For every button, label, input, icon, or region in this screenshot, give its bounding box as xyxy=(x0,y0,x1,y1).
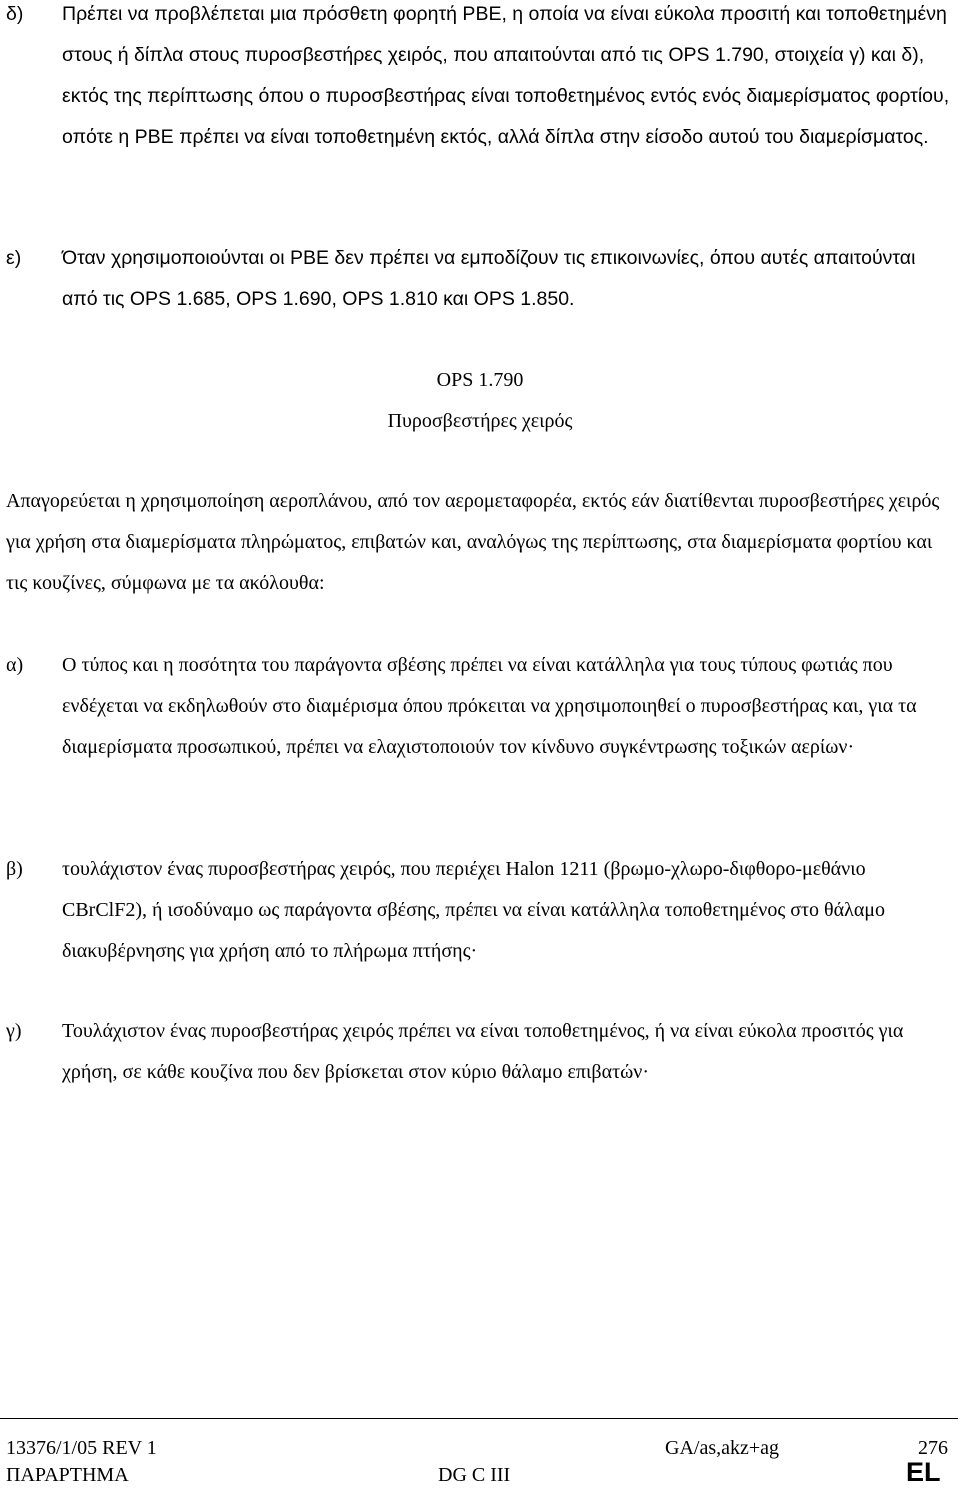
footer-divider xyxy=(0,1418,958,1419)
footer-doc-ref: 13376/1/05 REV 1 xyxy=(6,1437,157,1459)
list-marker: β) xyxy=(6,858,23,880)
list-marker: α) xyxy=(6,654,24,676)
list-item-text: Πρέπει να προβλέπεται μια πρόσθετη φορητή PBE, η οποία να είναι εύκολα προσιτή και τοποθετημένη στους ή δίπλα στους πυροσβεστήρες χειρός, που απαιτούνται από τις OPS 1.790, στοιχεία γ) και δ), εκτός της περίπτωσης όπου ο πυροσβεστήρας είναι τοποθετημένος εντός ενός διαμερίσματος φορτίου, οπότε η PBE πρέπει να είναι τοποθετημένη εκτός, αλλά δίπλα στην είσοδο αυτού του διαμερίσματος. xyxy=(62,3,950,148)
section-title: Πυροσβεστήρες χειρός xyxy=(387,410,573,432)
intro-paragraph: Απαγορεύεται η χρησιμοποίηση αεροπλάνου, από τον αερομεταφορέα, εκτός εάν διατίθενται πυροσβεστήρες χειρός για χρήση στα διαμερίσματα πληρώματος, επιβατών και, αναλόγως της περίπτωσης, στα διαμερίσματα φορτίου και τις κουζίνες, σύμφωνα με τα ακόλουθα: xyxy=(6,490,940,594)
list-item-text: Όταν χρησιμοποιούνται οι PBE δεν πρέπει να εμποδίζουν τις επικοινωνίες, όπου αυτές απαιτούνται από τις OPS 1.685, OPS 1.690, OPS 1.810 και OPS 1.850. xyxy=(62,247,916,310)
footer-language: EL xyxy=(906,1457,941,1487)
list-item-text: Ο τύπος και η ποσότητα του παράγοντα σβέσης πρέπει να είναι κατάλληλα για τους τύπους φωτιάς που ενδέχεται να εκδηλωθούν στο διαμέρισμα όπου πρόκειται να χρησιμοποιηθεί ο πυροσβεστήρας και, για τα διαμερίσματα προσωπικού, πρέπει να ελαχιστοποιούν τον κίνδυνο συγκέντρωσης τοξικών αερίων· xyxy=(62,654,917,758)
list-marker: δ) xyxy=(6,3,24,25)
footer-dg: DG C III xyxy=(438,1464,511,1486)
section-code: OPS 1.790 xyxy=(436,369,524,391)
list-marker: ε) xyxy=(6,247,22,269)
list-item-text: τουλάχιστον ένας πυροσβεστήρας χειρός, που περιέχει Halon 1211 (βρωμο-χλωρο-διφθορο-μεθάνιο CBrClF2), ή ισοδύναμο ως παράγοντα σβέσης, πρέπει να είναι κατάλληλα τοποθετημένος στο θάλαμο διακυβέρνησης για χρήση από το πλήρωμα πτήσης· xyxy=(62,858,886,962)
list-marker: γ) xyxy=(6,1020,22,1042)
footer-annex: ΠΑΡΑΡΤΗΜΑ xyxy=(6,1464,129,1486)
list-item-text: Τουλάχιστον ένας πυροσβεστήρας χειρός πρέπει να είναι τοποθετημένος, ή να είναι εύκολα προσιτός για χρήση, σε κάθε κουζίνα που δεν βρίσκεται στον κύριο θάλαμο επιβατών· xyxy=(62,1020,904,1083)
footer-page-number: 276 xyxy=(918,1437,948,1459)
footer-initials: GA/as,akz+ag xyxy=(665,1437,780,1459)
